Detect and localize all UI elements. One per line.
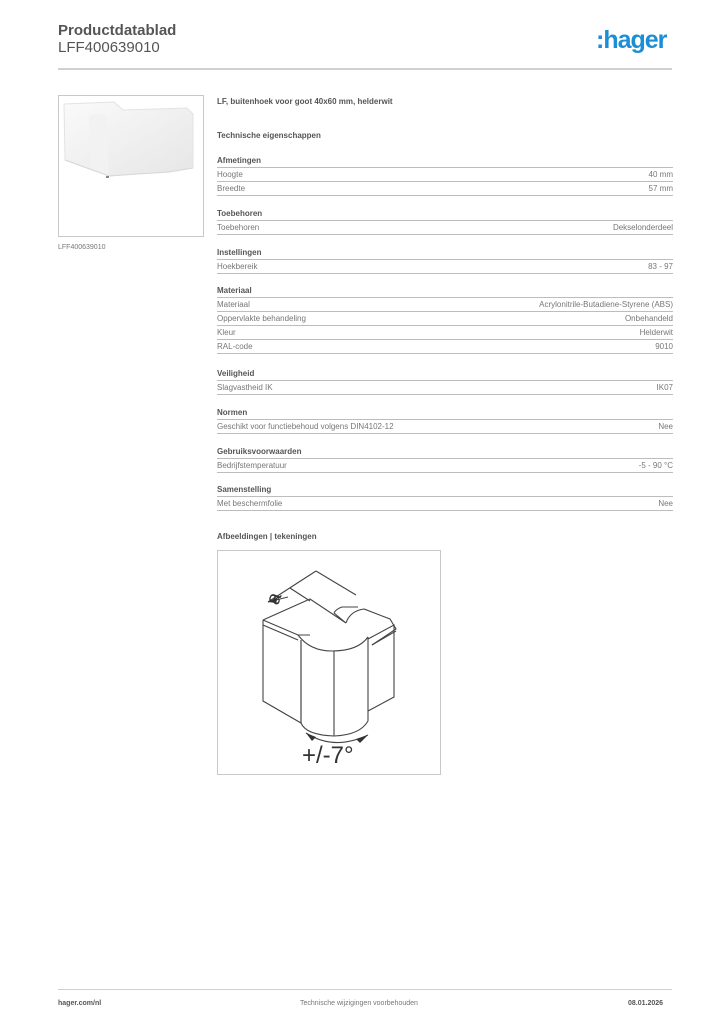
section-veiligheid bbox=[217, 368, 673, 395]
document-title: Productdatablad bbox=[58, 22, 177, 39]
spec-value: Helderwit bbox=[639, 328, 673, 337]
spec-label: Breedte bbox=[217, 184, 246, 193]
spec-value: Dekselonderdeel bbox=[612, 223, 673, 232]
footer-divider bbox=[58, 989, 672, 990]
section-heading: Toebehoren bbox=[217, 208, 673, 221]
footer-date: 08.01.2026 bbox=[628, 1000, 664, 1007]
spec-row bbox=[217, 420, 673, 434]
spec-label: Geschikt voor functiebehoud volgens DIN4102-12 bbox=[217, 422, 394, 431]
spec-row bbox=[217, 312, 673, 326]
section-heading: Instellingen bbox=[217, 247, 673, 260]
technical-drawing bbox=[217, 550, 441, 775]
product-code: LFF400639010 bbox=[58, 39, 160, 56]
dimension-a-label: a bbox=[261, 589, 287, 608]
section-heading: Gebruiksvoorwaarden bbox=[217, 446, 673, 459]
hager-logo: :hager bbox=[596, 26, 667, 54]
section-heading: Afmetingen bbox=[217, 155, 673, 168]
section-normen bbox=[217, 407, 673, 434]
product-photo-icon bbox=[59, 96, 203, 236]
spec-label: Kleur bbox=[217, 328, 236, 337]
spec-label: Oppervlakte behandeling bbox=[217, 314, 306, 323]
spec-label: Materiaal bbox=[217, 300, 250, 309]
spec-value: 83 - 97 bbox=[648, 262, 673, 271]
spec-row bbox=[217, 326, 673, 340]
spec-label: RAL-code bbox=[217, 342, 253, 351]
spec-label: Toebehoren bbox=[217, 223, 260, 232]
spec-value: Nee bbox=[658, 499, 673, 508]
spec-value: -5 - 90 °C bbox=[638, 461, 673, 470]
section-heading: Materiaal bbox=[217, 285, 673, 298]
header-divider bbox=[58, 68, 672, 70]
spec-row bbox=[217, 221, 673, 235]
footer-website-link[interactable]: hager.com/nl bbox=[58, 1000, 102, 1007]
section-heading: Veiligheid bbox=[217, 368, 673, 381]
photo-caption: LFF400639010 bbox=[58, 244, 106, 251]
spec-label: Met beschermfolie bbox=[217, 499, 283, 508]
spec-value: Acrylonitrile-Butadiene-Styrene (ABS) bbox=[539, 300, 673, 309]
spec-row bbox=[217, 459, 673, 473]
spec-label: Slagvastheid IK bbox=[217, 383, 273, 392]
section-instellingen bbox=[217, 247, 673, 274]
product-title: LF, buitenhoek voor goot 40x60 mm, helderwit bbox=[217, 97, 393, 106]
images-heading: Afbeeldingen | tekeningen bbox=[217, 532, 317, 541]
spec-label: Hoogte bbox=[217, 170, 243, 179]
section-afmetingen bbox=[217, 155, 673, 196]
footer-disclaimer: Technische wijzigingen voorbehouden bbox=[300, 1000, 418, 1007]
section-samenstelling bbox=[217, 484, 673, 511]
corner-drawing-icon bbox=[218, 551, 440, 774]
spec-value: 9010 bbox=[655, 342, 673, 351]
spec-value: Nee bbox=[658, 422, 673, 431]
spec-row bbox=[217, 260, 673, 274]
spec-row bbox=[217, 298, 673, 312]
spec-value: IK07 bbox=[656, 383, 673, 392]
tech-heading: Technische eigenschappen bbox=[217, 131, 321, 140]
section-heading: Normen bbox=[217, 407, 673, 420]
spec-row bbox=[217, 381, 673, 395]
spec-row bbox=[217, 497, 673, 511]
spec-label: Hoekbereik bbox=[217, 262, 258, 271]
spec-row bbox=[217, 182, 673, 196]
spec-label: Bedrijfstemperatuur bbox=[217, 461, 287, 470]
spec-row bbox=[217, 340, 673, 354]
product-photo bbox=[58, 95, 204, 237]
section-gebruiksvoorwaarden bbox=[217, 446, 673, 473]
spec-value: 40 mm bbox=[648, 170, 673, 179]
section-heading: Samenstelling bbox=[217, 484, 673, 497]
section-materiaal bbox=[217, 285, 673, 354]
spec-value: Onbehandeld bbox=[624, 314, 673, 323]
spec-value: 57 mm bbox=[648, 184, 673, 193]
angle-label: +/-7° bbox=[302, 742, 354, 769]
spec-row bbox=[217, 168, 673, 182]
section-toebehoren bbox=[217, 208, 673, 235]
